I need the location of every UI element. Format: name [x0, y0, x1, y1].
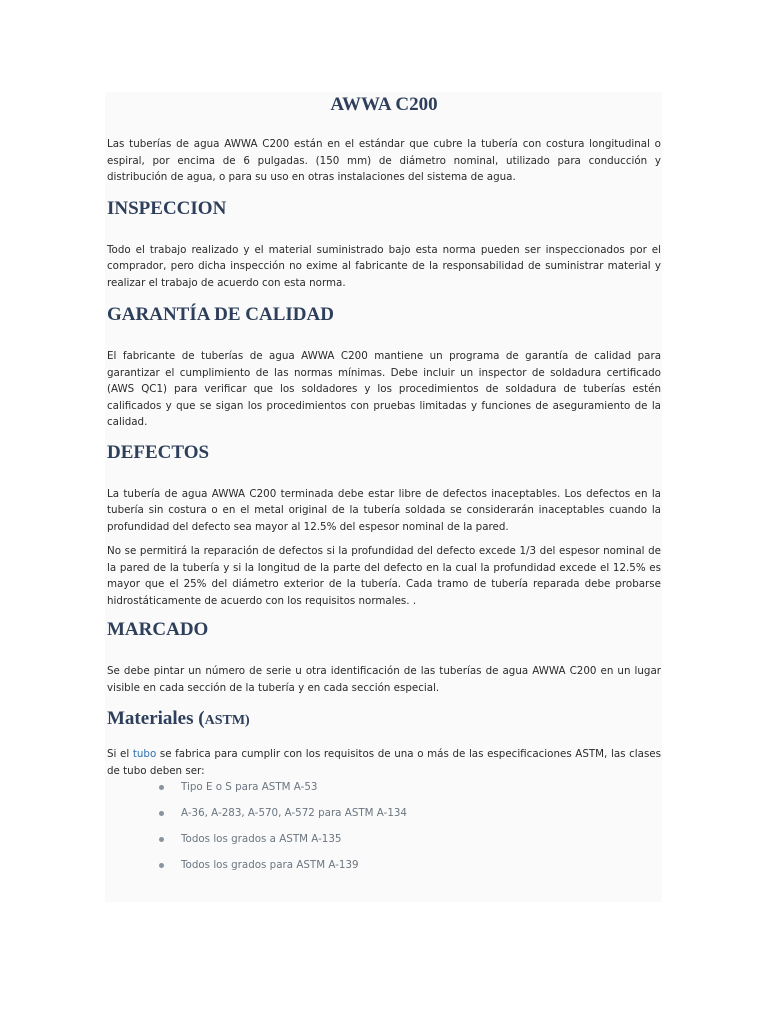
astm-bullet-list — [107, 779, 661, 883]
materiales-heading-astm: ASTM) — [204, 713, 250, 728]
inspeccion-paragraph: Todo el trabajo realizado y el material suministrado bajo esta norma pueden ser inspeccionados por el comprador, pero dicha inspección no exime al fabricante de la responsabilidad de suministrar material y realizar el trabajo de acuerdo con esta norma. — [107, 243, 661, 289]
page-title: AWWA C200 — [330, 94, 438, 115]
bullet-text: Tipo E o S para ASTM A-53 — [181, 781, 318, 793]
defectos-paragraph-2: No se permitirá la reparación de defectos si la profundidad del defecto excede 1/3 del espesor nominal de la pared de la tubería y si la longitud de la parte del defecto en la cual la profundidad excede el 12.5% es mayor que el 25% del diámetro exterior de la tubería. Cada tramo de tubería reparada debe probarse hidrostáticamente de acuerdo con los requisitos normales. . — [107, 545, 661, 607]
bullet-icon — [159, 837, 164, 842]
heading-materiales — [107, 708, 661, 730]
heading-defectos: DEFECTOS — [107, 441, 210, 463]
tubo-link[interactable]: tubo — [132, 748, 157, 760]
materiales-text-after: se fabrica para cumplir con los requisitos de una o más de las especificaciones ASTM, las clases de tubo deben ser: — [107, 748, 662, 777]
materiales-paragraph — [107, 746, 661, 779]
list-item — [107, 779, 661, 805]
heading-garantia: GARANTÍA DE CALIDAD — [107, 304, 334, 325]
list-item — [107, 857, 661, 883]
document-page — [105, 92, 662, 902]
bullet-text: A-36, A-283, A-570, A-572 para ASTM A-134 — [181, 807, 407, 819]
bullet-text: Todos los grados a ASTM A-135 — [181, 833, 342, 845]
list-item — [107, 805, 661, 831]
materiales-heading-main: Materiales ( — [107, 708, 205, 729]
marcado-paragraph: Se debe pintar un número de serie u otra identificación de las tuberías de agua AWWA C200 en un lugar visible en cada sección de la tubería y en cada sección especial. — [107, 665, 661, 694]
bullet-icon — [159, 863, 164, 868]
garantia-paragraph: El fabricante de tuberías de agua AWWA C200 mantiene un programa de garantía de calidad para garantizar el cumplimiento de las normas mínimas. Debe incluir un inspector de soldadura certificado (AWS QC1) para verificar que los soldadores y los procedimientos de soldadura de tuberías estén calificados y que se sigan los procedimientos con pruebas limitadas y funciones de aseguramiento de la calidad. — [107, 350, 661, 428]
list-item — [107, 831, 661, 857]
materiales-text-before: Si el — [107, 748, 133, 760]
heading-inspeccion: INSPECCION — [107, 197, 227, 219]
bullet-text: Todos los grados para ASTM A-139 — [181, 859, 359, 871]
bullet-icon — [159, 785, 164, 790]
heading-marcado: MARCADO — [107, 619, 209, 640]
intro-paragraph: Las tuberías de agua AWWA C200 están en el estándar que cubre la tubería con costura longitudinal o espiral, por encima de 6 pulgadas. (150 mm) de diámetro nominal, utilizado para conducción y distribución de agua, o para su uso en otras instalaciones del sistema de agua. — [107, 138, 661, 183]
bullet-icon — [159, 811, 164, 816]
defectos-paragraph-1: La tubería de agua AWWA C200 terminada debe estar libre de defectos inaceptables. Los defectos en la tubería sin costura o en el metal original de la tubería soldada se considerarán inaceptables cuando la profundidad del defecto sea mayor al 12.5% del espesor nominal de la pared. — [107, 487, 661, 533]
